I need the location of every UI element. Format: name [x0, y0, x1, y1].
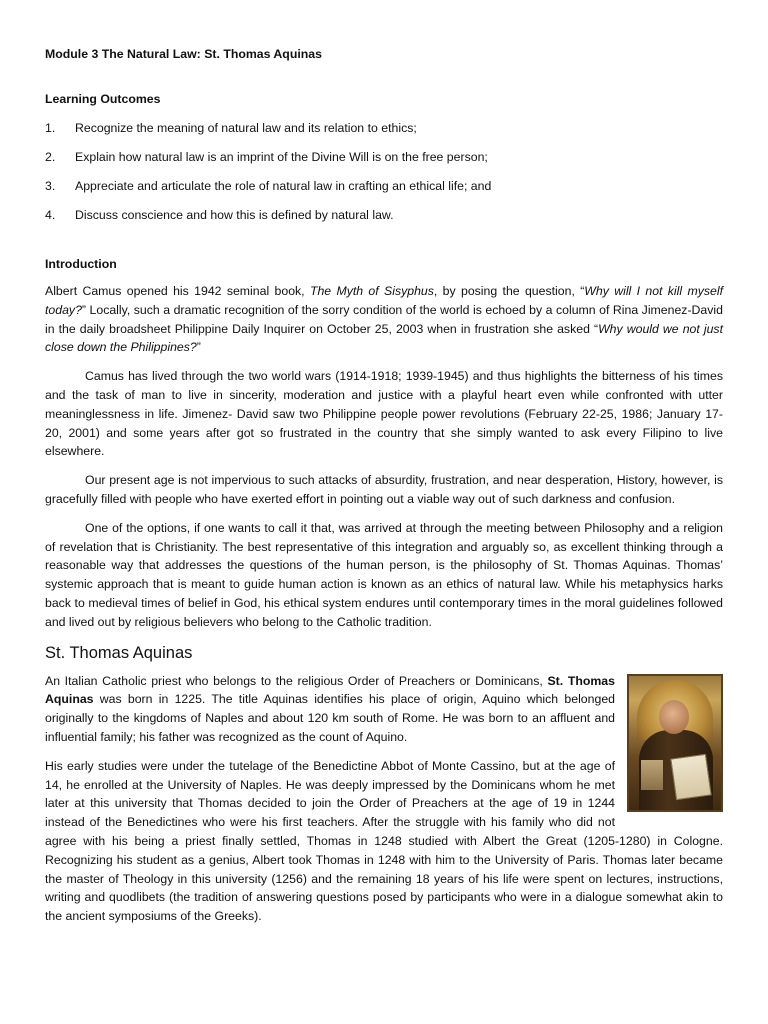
quote: Why would we not just close down the Philippines? [45, 321, 723, 355]
list-text: Explain how natural law is an imprint of the Divine Will is on the free person; [75, 149, 488, 164]
intro-paragraph-3: Our present age is not impervious to such attacks of absurdity, frustration, and near desperation, History, however, is gracefully filled with people who have exerted effort in pointing out a viable way out of such darkness and confusion. [45, 473, 723, 507]
text-run: ” [196, 340, 201, 355]
quote: Why will I not kill myself today? [45, 284, 723, 317]
list-number: 1. [45, 120, 56, 135]
learning-outcomes-heading: Learning Outcomes [45, 91, 161, 106]
list-number: 2. [45, 149, 56, 164]
list-number: 4. [45, 208, 56, 223]
aquinas-paragraph-2: His early studies were under the tutelage of the Benedictine Abbot of Monte Cassino, but at the age of 14, he enrolled at the University of Naples. He was deeply impressed by the Dominicans whom he met later at this university that Thomas decided to join the Order of Preachers at the age of 19 in 1244 instead of the Benedictines who were his first teachers. After the struggle with his family who did not agree with his being a priest finally settled, Thomas in 1248 studied with Albert the Great (1205-1280) in Cologne. Recognizing his student as a genius, Albert took Thomas in 1248 with him to the University of Paris. Thomas later became the master of Theology in this university (1256) and the remaining 18 years of his life were spent on lectures, instructions, writing and quodlibets (the tradition of answering questions posed by participants who were in a dialogue somewhat akin to the ancient symposiums of the Greeks). [45, 758, 723, 924]
list-item [45, 206, 723, 225]
text-run: was born in 1225. The title Aquinas identifies his place of origin, Aquino which belonged originally to the kingdoms of Naples and about 120 km south of Rome. He was born to an affluent and influential family; his father was recognized as the count of Aquino. [45, 692, 615, 745]
list-item [45, 177, 723, 196]
learning-outcomes-list [45, 119, 723, 226]
aquinas-portrait-image [627, 674, 723, 812]
list-text: Discuss conscience and how this is defined by natural law. [75, 208, 394, 223]
text-run: , by posing the question, “ [433, 284, 585, 299]
aquinas-paragraph-1 [45, 672, 723, 747]
intro-paragraph-4: One of the options, if one wants to call it that, was arrived at through the meeting between Philosophy and a religion of revelation that is Christianity. The best representative of this integration and arguably so, as excellent thinking through a reasonable way that addresses the questions of the human person, is the philosophy of St. Thomas Aquinas. Thomas’ systemic approach that is meant to guide human action is known as an ethics of natural law. While his metaphysics harks back to medieval times of belief in God, his ethical system endures until contemporary times in the moral guidelines followed and lived out by religious believers who belong to the Catholic tradition. [45, 520, 723, 629]
list-text: Appreciate and articulate the role of natural law in crafting an ethical life; and [75, 179, 492, 194]
text-run: ” Locally, such a dramatic recognition of the sorry condition of the world is echoed by a column of Rina Jimenez-David in the daily broadsheet Philippine Daily Inquirer on October 25, 2003 when in frustration she asked “ [45, 302, 723, 336]
module-title: Module 3 The Natural Law: St. Thomas Aquinas [45, 47, 322, 61]
introduction-heading: Introduction [45, 257, 117, 272]
intro-paragraph-1 [45, 282, 723, 357]
text-run: Albert Camus opened his 1942 seminal book, [45, 284, 310, 299]
intro-paragraph-2: Camus has lived through the two world wars (1914-1918; 1939-1945) and thus highlights the bitterness of his times and the task of man to live in sincerity, moderation and justice with a playful heart even while confronted with utter meaninglessness in life. Jimenez- David saw two Philippine people power revolutions (February 22-25, 1986; January 17-20, 2001) and some years after got so frustrated in the country that she simply wanted to ask every Filipino to live elsewhere. [45, 369, 723, 459]
book-title: The Myth of Sisyphus [309, 284, 434, 299]
bold-name: St. Thomas Aquinas [45, 673, 615, 707]
aquinas-heading: St. Thomas Aquinas [45, 643, 193, 662]
list-number: 3. [45, 179, 56, 194]
text-run: An Italian Catholic priest who belongs to the religious Order of Preachers or Dominicans, [45, 673, 548, 688]
list-item [45, 148, 723, 167]
list-item [45, 119, 723, 138]
list-text: Recognize the meaning of natural law and its relation to ethics; [75, 120, 417, 135]
